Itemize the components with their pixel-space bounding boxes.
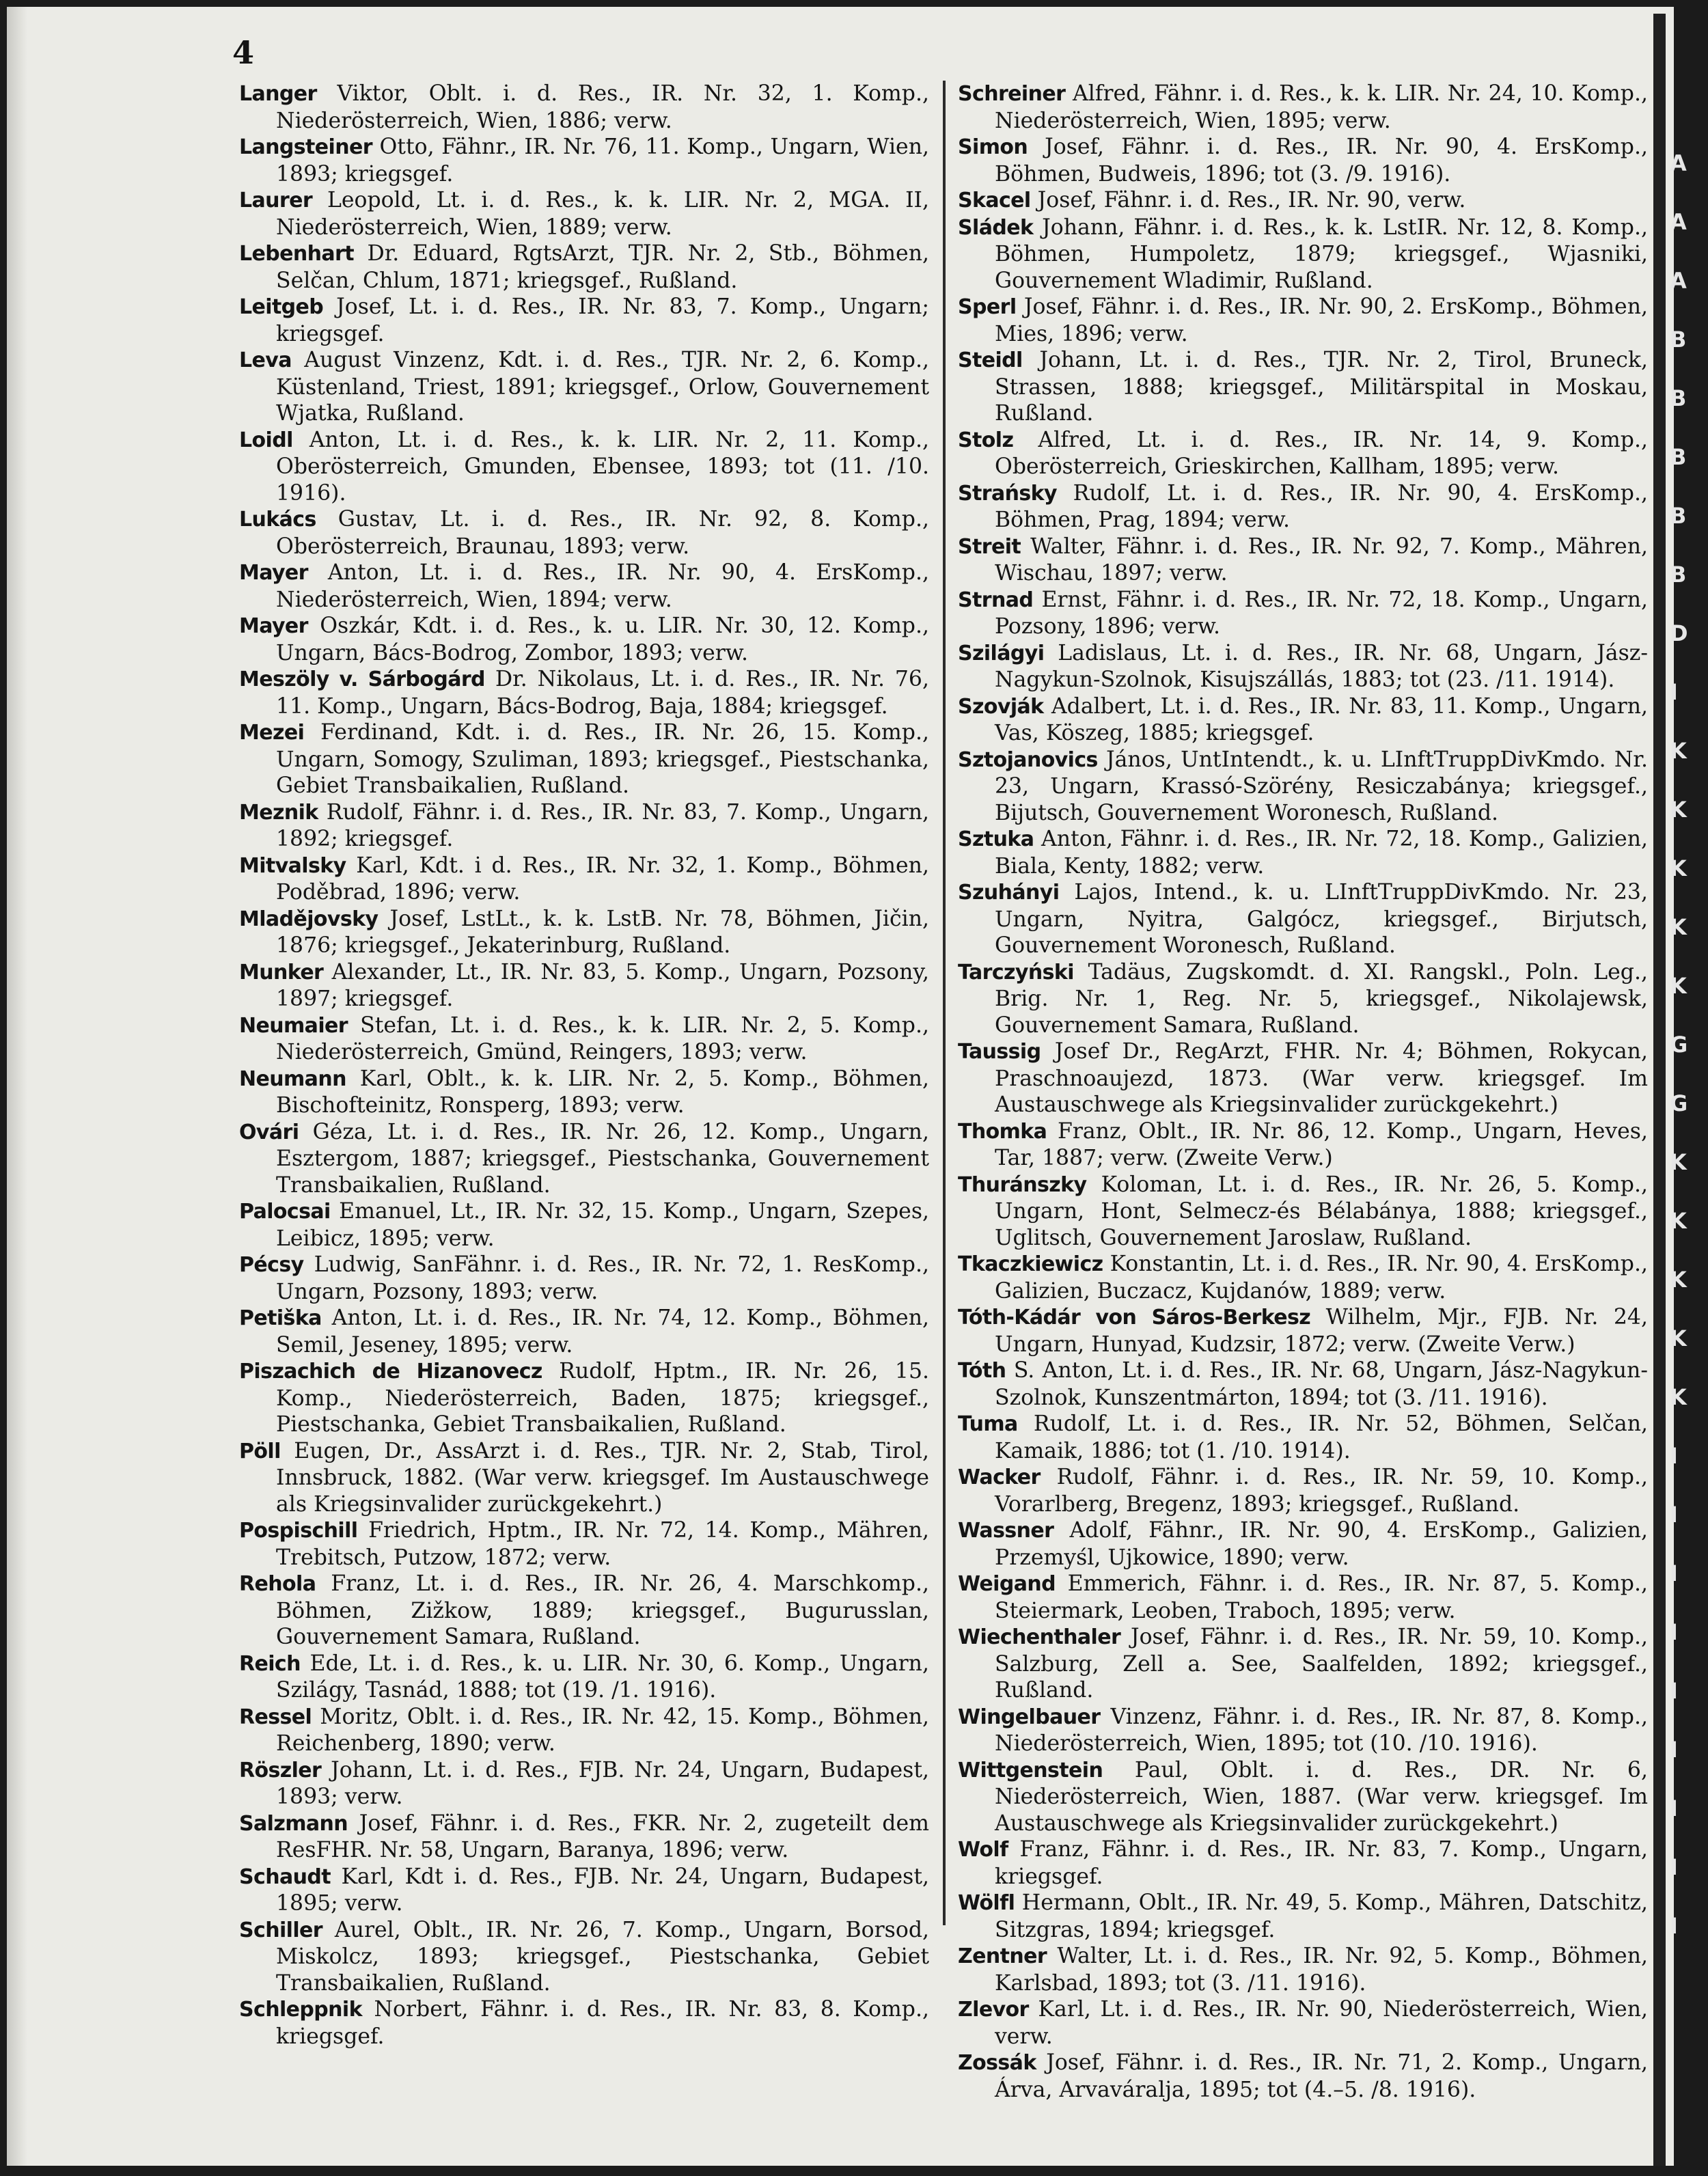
entry-surname: Neumann: [239, 1066, 346, 1091]
entry-surname: Piszachich de Hizanovecz: [239, 1360, 542, 1383]
entry-surname: Tóth-Kádár von Sáros-Berkesz: [958, 1306, 1311, 1330]
entry-surname: Ovári: [239, 1120, 299, 1144]
entry-details: Alexander, Lt., IR. Nr. 83, 5. Komp., Ungarn, Pozsony, 1897; kriegsgef.: [276, 959, 929, 1011]
entry-details: Johann, Lt. i. d. Res., FJB. Nr. 24, Ungarn, Budapest, 1893; verw.: [276, 1757, 929, 1809]
entry-details: Ferdinand, Kdt. i. d. Res., IR. Nr. 26, 15. Komp., Ungarn, Somogy, Szuliman, 1893; kriegsgef., Piestschanka, Gebiet Transbaikalien, Rußland.: [276, 720, 929, 798]
edge-letter: B: [1670, 503, 1687, 529]
entry-surname: Wacker: [958, 1465, 1041, 1489]
entry-details: Leopold, Lt. i. d. Res., k. k. LIR. Nr. 2, MGA. II, Niederösterreich, Wien, 1889; verw.: [276, 188, 929, 240]
entry-surname: Petiška: [239, 1306, 322, 1330]
entry-surname: Mayer: [239, 614, 308, 638]
register-entry: [239, 1571, 929, 1651]
register-entry: [239, 1704, 929, 1757]
entry-details: Alfred, Fähnr. i. d. Res., k. k. LIR. Nr. 24, 10. Komp., Niederösterreich, Wien, 1895; verw.: [995, 81, 1648, 133]
entry-surname: Meszöly v. Sárbogárd: [239, 667, 485, 691]
register-entry: [958, 1836, 1648, 1890]
entry-surname: Weigand: [958, 1572, 1056, 1596]
edge-letter: K: [1670, 855, 1687, 881]
register-entry: [958, 187, 1648, 215]
entry-surname: Pospischill: [239, 1519, 358, 1543]
entry-details: Adolf, Fähnr., IR. Nr. 90, 4. ErsKomp., Galizien, Przemyśl, Ujkowice, 1890; verw.: [995, 1518, 1648, 1570]
register-entry: [958, 1464, 1648, 1517]
entry-surname: Tóth: [958, 1359, 1006, 1383]
register-entry: [239, 1810, 929, 1864]
register-entry: [239, 1198, 929, 1252]
entry-details: Walter, Lt. i. d. Res., IR. Nr. 92, 5. Komp., Böhmen, Karlsbad, 1893; tot (3. /11. 1916).: [995, 1944, 1648, 1996]
entry-details: Eugen, Dr., AssArzt i. d. Res., TJR. Nr. 2, Stab, Tirol, Innsbruck, 1882. (War verw. kriegsgef. Im Austauschwege als Kriegsinvalider zurückgekehrt.): [276, 1438, 929, 1517]
edge-letter: I: [1670, 1560, 1678, 1586]
entry-surname: Steidl: [958, 348, 1023, 372]
register-entry: [958, 81, 1648, 134]
entry-surname: Mladějovsky: [239, 907, 378, 931]
register-entry: [239, 347, 929, 427]
entry-details: Franz, Oblt., IR. Nr. 86, 12. Komp., Ungarn, Heves, Tar, 1887; verw. (Zweite Verw.): [995, 1118, 1648, 1170]
entry-details: Anton, Lt. i. d. Res., IR. Nr. 90, 4. ErsKomp., Niederösterreich, Wien, 1894; verw.: [276, 560, 929, 612]
register-entry: [958, 2050, 1648, 2103]
entry-surname: Palocsai: [239, 1200, 331, 1224]
entry-details: Rudolf, Lt. i. d. Res., IR. Nr. 52, Böhmen, Selčan, Kamaik, 1886; tot (1. /10. 1914).: [995, 1411, 1648, 1463]
register-entry: [239, 427, 929, 507]
register-entry: [239, 187, 929, 240]
entry-surname: Strnad: [958, 588, 1034, 612]
entry-surname: Wölfl: [958, 1891, 1015, 1915]
entry-surname: Taussig: [958, 1040, 1041, 1064]
entry-surname: Tkaczkiewicz: [958, 1252, 1103, 1276]
edge-letter: K: [1670, 797, 1687, 823]
entry-details: Josef, LstLt., k. k. LstB. Nr. 78, Böhmen, Jičin, 1876; kriegsgef., Jekaterinburg, Rußland.: [276, 906, 929, 958]
entry-details: Johann, Lt. i. d. Res., TJR. Nr. 2, Tirol, Bruneck, Strassen, 1888; kriegsgef., Militärspital in Moskau, Rußland.: [995, 348, 1648, 426]
entry-surname: Thuránszky: [958, 1172, 1087, 1197]
entry-details: Josef Dr., RegArzt, FHR. Nr. 4; Böhmen, Rokycan, Praschnoaujezd, 1873. (War verw. kriegsgef. Im Austauschwege als Kriegsinvalider zurückgekehrt.): [995, 1039, 1648, 1117]
entry-details: Franz, Fähnr. i. d. Res., IR. Nr. 83, 7. Komp., Ungarn, kriegsgef.: [995, 1837, 1648, 1889]
entry-details: Friedrich, Hptm., IR. Nr. 72, 14. Komp., Mähren, Trebitsch, Putzow, 1872; verw.: [276, 1518, 929, 1570]
entry-surname: Thomka: [958, 1119, 1047, 1144]
edge-letter: I: [1670, 1854, 1678, 1880]
entry-surname: Mayer: [239, 561, 308, 585]
edge-letter: I: [1670, 1678, 1678, 1704]
entry-surname: Pöll: [239, 1439, 281, 1463]
entry-details: Konstantin, Lt. i. d. Res., IR. Nr. 90, 4. ErsKomp., Galizien, Buczacz, Kujdanów, 1889; verw.: [995, 1252, 1648, 1304]
entry-details: Rudolf, Fähnr. i. d. Res., IR. Nr. 59, 10. Komp., Vorarlberg, Bregenz, 1893; kriegsgef., Rußland.: [995, 1465, 1648, 1517]
edge-letter: G: [1670, 1032, 1688, 1058]
entry-surname: Zossák: [958, 2051, 1036, 2075]
edge-letter: I: [1670, 1913, 1678, 1939]
register-entry: [958, 294, 1648, 347]
entry-details: Josef, Fähnr. i. d. Res., IR. Nr. 71, 2. Komp., Ungarn, Árva, Arvaváralja, 1895; tot (4.–5. /8. 1916).: [995, 2050, 1648, 2102]
entry-details: Stefan, Lt. i. d. Res., k. k. LIR. Nr. 2, 5. Komp., Niederösterreich, Gmünd, Reingers, 1893; verw.: [276, 1013, 929, 1064]
register-entry: [958, 1411, 1648, 1464]
register-entry: [958, 587, 1648, 640]
entry-surname: Langsteiner: [239, 135, 372, 159]
edge-letter: I: [1670, 679, 1678, 705]
register-entry: [239, 1757, 929, 1810]
entry-surname: Munker: [239, 960, 324, 984]
register-entry: [958, 1304, 1648, 1358]
register-entry: [958, 1757, 1648, 1837]
register-entry: [239, 240, 929, 294]
edge-letter: K: [1670, 973, 1687, 999]
entry-details: Otto, Fähnr., IR. Nr. 76, 11. Komp., Ungarn, Wien, 1893; kriegsgef.: [276, 135, 929, 187]
entry-details: Ludwig, SanFähnr. i. d. Res., IR. Nr. 72, 1. ResKomp., Ungarn, Pozsony, 1893; verw.: [276, 1252, 929, 1304]
entry-surname: Loidl: [239, 428, 293, 452]
entry-surname: Wittgenstein: [958, 1758, 1103, 1782]
entry-details: August Vinzenz, Kdt. i. d. Res., TJR. Nr. 2, 6. Komp., Küstenland, Triest, 1891; kriegsgef., Orlow, Gouvernement Wjatka, Rußland.: [276, 348, 929, 426]
entry-details: S. Anton, Lt. i. d. Res., IR. Nr. 68, Ungarn, Jász-Nagykun-Szolnok, Kunszentmárton, 1894; tot (3. /11. 1916).: [995, 1358, 1648, 1410]
edge-letter: I: [1670, 1619, 1678, 1645]
register-entry: [958, 1890, 1648, 1943]
register-entry: [958, 1996, 1648, 2050]
edge-letter: I: [1670, 1502, 1678, 1528]
entry-surname: Szuhányi: [958, 881, 1060, 905]
register-entry: [958, 1517, 1648, 1571]
edge-letter: K: [1670, 1267, 1687, 1293]
edge-letter: G: [1670, 1090, 1688, 1116]
entry-surname: Mezei: [239, 721, 305, 745]
entry-details: Rudolf, Fähnr. i. d. Res., IR. Nr. 83, 7. Komp., Ungarn, 1892; kriegsgef.: [276, 799, 929, 851]
entry-surname: Mitvalsky: [239, 853, 346, 878]
entry-surname: Simon: [958, 135, 1028, 159]
register-entry: [239, 613, 929, 666]
register-entry: [958, 134, 1648, 187]
right-column: [958, 81, 1648, 2103]
entry-surname: Neumaier: [239, 1013, 348, 1038]
register-entry: [958, 1118, 1648, 1172]
edge-letter: I: [1670, 1795, 1678, 1821]
entry-surname: Wassner: [958, 1519, 1054, 1543]
entry-details: Géza, Lt. i. d. Res., IR. Nr. 26, 12. Komp., Ungarn, Esztergom, 1887; kriegsgef., Piestschanka, Gouvernement Transbaikalien, Rußland.: [276, 1119, 929, 1198]
register-entry: [958, 1038, 1648, 1118]
entry-details: Walter, Fähnr. i. d. Res., IR. Nr. 92, 7. Komp., Mähren, Wischau, 1897; verw.: [995, 534, 1648, 586]
entry-surname: Zlevor: [958, 1998, 1029, 2022]
entry-surname: Meznik: [239, 800, 318, 825]
entry-surname: Sládek: [958, 215, 1034, 240]
register-entry: [958, 1251, 1648, 1304]
entry-details: Karl, Kdt. i d. Res., IR. Nr. 32, 1. Komp., Böhmen, Poděbrad, 1896; verw.: [276, 853, 929, 905]
entry-surname: Lukács: [239, 508, 316, 532]
entry-details: Rudolf, Hptm., IR. Nr. 26, 15. Komp., Niederösterreich, Baden, 1875; kriegsgef., Piestschanka, Gebiet Transbaikalien, Rußland.: [276, 1359, 929, 1437]
entry-details: Anton, Lt. i. d. Res., k. k. LIR. Nr. 2, 11. Komp., Oberösterreich, Gmunden, Ebensee, 1893; tot (11. /10. 1916).: [276, 427, 929, 506]
left-column: [239, 81, 929, 2050]
entry-details: Ladislaus, Lt. i. d. Res., IR. Nr. 68, Ungarn, Jász-Nagykun-Szolnok, Kisujszállás, 1883; tot (23. /11. 1914).: [995, 640, 1648, 692]
entry-surname: Tarczyński: [958, 960, 1074, 984]
register-entry: [239, 666, 929, 719]
entry-details: Norbert, Fähnr. i. d. Res., IR. Nr. 83, 8. Komp., kriegsgef.: [276, 1997, 929, 2049]
adjacent-page-edge-letters: [1670, 150, 1708, 1972]
register-entry: [958, 879, 1648, 959]
entry-surname: Zentner: [958, 1944, 1047, 1968]
register-entry: [958, 747, 1648, 827]
edge-letter: K: [1670, 1149, 1687, 1175]
register-entry: [239, 959, 929, 1013]
entry-surname: Stolz: [958, 428, 1014, 452]
entry-details: Anton, Fähnr. i. d. Res., IR. Nr. 72, 18. Komp., Galizien, Biala, Kenty, 1882; verw.: [995, 827, 1648, 879]
register-entry: [239, 799, 929, 853]
entry-details: Josef, Fähnr. i. d. Res., IR. Nr. 90, 4. ErsKomp., Böhmen, Budweis, 1896; tot (3. /9. 1916).: [995, 135, 1648, 187]
edge-letter: B: [1670, 327, 1687, 353]
entry-surname: Lebenhart: [239, 242, 354, 266]
register-entry: [239, 134, 929, 187]
scan-edge-shadow: [7, 7, 27, 2166]
entry-details: Emanuel, Lt., IR. Nr. 32, 15. Komp., Ungarn, Szepes, Leibicz, 1895; verw.: [276, 1199, 929, 1251]
register-entry: [239, 1119, 929, 1199]
entry-surname: Schiller: [239, 1918, 322, 1942]
entry-details: János, UntIntendt., k. u. LInftTruppDivKmdo. Nr. 23, Ungarn, Krassó-Szörény, Resiczabánya; kriegsgef., Bijutsch, Gouvernement Woronesch, Rußland.: [995, 747, 1648, 825]
entry-surname: Schleppnik: [239, 1998, 362, 2022]
entry-details: Dr. Eduard, RgtsArzt, TJR. Nr. 2, Stb., Böhmen, Selčan, Chlum, 1871; kriegsgef., Rußland.: [276, 241, 929, 293]
register-entry: [239, 506, 929, 560]
edge-letter: B: [1670, 562, 1687, 588]
entry-details: Karl, Kdt i. d. Res., FJB. Nr. 24, Ungarn, Budapest, 1895; verw.: [276, 1864, 929, 1916]
entry-details: Ernst, Fähnr. i. d. Res., IR. Nr. 72, 18. Komp., Ungarn, Pozsony, 1896; verw.: [995, 587, 1648, 639]
entry-surname: Sperl: [958, 295, 1017, 319]
register-entry: [958, 1624, 1648, 1704]
register-entry: [958, 427, 1648, 480]
entry-surname: Röszler: [239, 1758, 322, 1782]
register-entry: [239, 1651, 929, 1704]
entry-surname: Laurer: [239, 189, 313, 212]
register-entry: [239, 1358, 929, 1438]
register-entry: [958, 640, 1648, 693]
entry-surname: Reich: [239, 1651, 301, 1676]
entry-surname: Sztojanovics: [958, 747, 1098, 772]
edge-letter: K: [1670, 914, 1687, 940]
entry-surname: Leva: [239, 348, 292, 372]
entry-details: Koloman, Lt. i. d. Res., IR. Nr. 26, 5. Komp., Ungarn, Hont, Selmecz-és Bélabánya, 1888; kriegsgef., Uglitsch, Gouvernement Jaroslaw, Rußland.: [995, 1172, 1648, 1250]
entry-details: Emmerich, Fähnr. i. d. Res., IR. Nr. 87, 5. Komp., Steiermark, Leoben, Traboch, 1895; verw.: [995, 1571, 1648, 1623]
entry-surname: Ressel: [239, 1705, 312, 1729]
entry-details: Paul, Oblt. i. d. Res., DR. Nr. 6, Niederösterreich, Wien, 1887. (War verw. kriegsgef. Im Austauschwege als Kriegsinvalider zurückgekehrt.): [995, 1757, 1648, 1836]
register-entry: [239, 1013, 929, 1066]
entry-surname: Wolf: [958, 1838, 1008, 1862]
register-entry: [958, 215, 1648, 294]
page-number: 4: [232, 34, 255, 71]
register-entry: [239, 294, 929, 347]
entry-surname: Wiechenthaler: [958, 1625, 1121, 1649]
entry-surname: Schaudt: [239, 1864, 331, 1889]
entry-details: Wilhelm, Mjr., FJB. Nr. 24, Ungarn, Hunyad, Kudzsir, 1872; verw. (Zweite Verw.): [995, 1305, 1648, 1357]
entry-surname: Salzmann: [239, 1811, 348, 1836]
edge-letter: A: [1670, 268, 1687, 294]
entry-details: Josef, Fähnr. i. d. Res., IR. Nr. 90, 2. ErsKomp., Böhmen, Mies, 1896; verw.: [995, 294, 1648, 346]
register-entry: [958, 534, 1648, 587]
edge-letter: K: [1670, 1208, 1687, 1234]
entry-surname: Szovják: [958, 694, 1044, 719]
entry-details: Aurel, Oblt., IR. Nr. 26, 7. Komp., Ungarn, Borsod, Miskolcz, 1893; kriegsgef., Piestschanka, Gebiet Transbaikalien, Rußland.: [276, 1917, 929, 1996]
register-entry: [239, 1917, 929, 1997]
entry-details: Adalbert, Lt. i. d. Res., IR. Nr. 83, 11. Komp., Ungarn, Vas, Köszeg, 1885; kriegsgef.: [995, 693, 1648, 745]
register-entry: [239, 719, 929, 799]
entry-details: Ede, Lt. i. d. Res., k. u. LIR. Nr. 30, 6. Komp., Ungarn, Szilágy, Tasnád, 1888; tot (19. /1. 1916).: [276, 1651, 929, 1703]
register-entry: [239, 906, 929, 959]
entry-surname: Sztuka: [958, 827, 1034, 851]
entry-details: Josef, Fähnr. i. d. Res., IR. Nr. 59, 10. Komp., Salzburg, Zell a. See, Saalfelden, 1892; kriegsgef., Rußland.: [995, 1625, 1648, 1703]
edge-letter: I: [1670, 1443, 1678, 1469]
entry-details: Karl, Oblt., k. k. LIR. Nr. 2, 5. Komp., Böhmen, Bischofteinitz, Ronsperg, 1893; verw.: [276, 1066, 929, 1118]
register-entry: [239, 853, 929, 906]
entry-details: Vinzenz, Fähnr. i. d. Res., IR. Nr. 87, 8. Komp., Niederösterreich, Wien, 1895; tot (10. /10. 1916).: [995, 1704, 1648, 1756]
entry-details: Oszkár, Kdt. i. d. Res., k. u. LIR. Nr. 30, 12. Komp., Ungarn, Bács-Bodrog, Zombor, 1893; verw.: [276, 614, 929, 665]
register-entry: [958, 959, 1648, 1039]
entry-surname: Rehola: [239, 1572, 316, 1596]
entry-details: Josef, Lt. i. d. Res., IR. Nr. 83, 7. Komp., Ungarn; kriegsgef.: [276, 294, 929, 346]
edge-letter: B: [1670, 444, 1687, 470]
entry-details: Karl, Lt. i. d. Res., IR. Nr. 90, Niederösterreich, Wien, verw.: [995, 1997, 1648, 2049]
binding-edge: [1653, 14, 1666, 2166]
entry-surname: Strańsky: [958, 481, 1057, 506]
entry-details: Hermann, Oblt., IR. Nr. 49, 5. Komp., Mähren, Datschitz, Sitzgras, 1894; kriegsgef.: [995, 1890, 1648, 1942]
entry-details: Rudolf, Lt. i. d. Res., IR. Nr. 90, 4. ErsKomp., Böhmen, Prag, 1894; verw.: [995, 480, 1648, 532]
column-divider: [943, 81, 946, 1925]
document-page: [7, 7, 1674, 2166]
entry-surname: Leitgeb: [239, 295, 324, 319]
register-entry: [239, 1864, 929, 1917]
entry-surname: Schreiner: [958, 82, 1066, 106]
entry-surname: Streit: [958, 534, 1021, 559]
entry-surname: Pécsy: [239, 1253, 304, 1277]
entry-details: Josef, Fähnr. i. d. Res., IR. Nr. 90, verw.: [1030, 188, 1466, 212]
register-entry: [239, 560, 929, 613]
register-entry: [239, 1996, 929, 2050]
register-entry: [239, 1066, 929, 1119]
edge-letter: D: [1670, 620, 1688, 646]
entry-surname: Szilágyi: [958, 641, 1045, 665]
entry-details: Viktor, Oblt. i. d. Res., IR. Nr. 32, 1. Komp., Niederösterreich, Wien, 1886; verw.: [276, 81, 929, 133]
entry-details: Dr. Nikolaus, Lt. i. d. Res., IR. Nr. 76, 11. Komp., Ungarn, Bács-Bodrog, Baja, 1884; kriegsgef.: [276, 667, 929, 719]
edge-letter: A: [1670, 150, 1687, 176]
register-entry: [958, 1172, 1648, 1252]
register-entry: [958, 1571, 1648, 1624]
entry-details: Johann, Fähnr. i. d. Res., k. k. LstIR. Nr. 12, 8. Komp., Böhmen, Humpoletz, 1879; kriegsgef., Wjasniki, Gouvernement Wladimir, Rußland.: [995, 215, 1648, 293]
entry-details: Alfred, Lt. i. d. Res., IR. Nr. 14, 9. Komp., Oberösterreich, Grieskirchen, Kallham, 1895; verw.: [995, 427, 1648, 479]
edge-letter: B: [1670, 385, 1687, 411]
entry-details: Tadäus, Zugskomdt. d. XI. Rangskl., Poln. Leg., Brig. Nr. 1, Reg. Nr. 5, kriegsgef., Nikolajewsk, Gouvernement Samara, Rußland.: [995, 959, 1648, 1038]
register-entry: [239, 81, 929, 134]
edge-letter: K: [1670, 738, 1687, 764]
entry-details: Moritz, Oblt. i. d. Res., IR. Nr. 42, 15. Komp., Böhmen, Reichenberg, 1890; verw.: [276, 1704, 929, 1756]
edge-letter: K: [1670, 1384, 1687, 1410]
register-entry: [958, 1943, 1648, 1996]
register-entry: [239, 1438, 929, 1518]
register-entry: [958, 1704, 1648, 1757]
register-entry: [239, 1517, 929, 1571]
register-entry: [239, 1305, 929, 1358]
register-entry: [958, 1358, 1648, 1411]
entry-details: Josef, Fähnr. i. d. Res., FKR. Nr. 2, zugeteilt dem ResFHR. Nr. 58, Ungarn, Baranya, 1896; verw.: [276, 1810, 929, 1862]
edge-letter: A: [1670, 209, 1687, 235]
entry-surname: Langer: [239, 82, 317, 106]
entry-details: Anton, Lt. i. d. Res., IR. Nr. 74, 12. Komp., Böhmen, Semil, Jeseney, 1895; verw.: [276, 1306, 929, 1358]
register-entry: [958, 480, 1648, 534]
register-entry: [239, 1252, 929, 1305]
register-entry: [958, 826, 1648, 879]
edge-letter: I: [1670, 1737, 1678, 1763]
entry-details: Lajos, Intend., k. u. LInftTruppDivKmdo. Nr. 23, Ungarn, Nyitra, Galgócz, kriegsgef., Birjutsch, Gouvernement Woronesch, Rußland.: [995, 880, 1648, 958]
register-entry: [958, 347, 1648, 427]
register-entry: [958, 693, 1648, 747]
entry-details: Gustav, Lt. i. d. Res., IR. Nr. 92, 8. Komp., Oberösterreich, Braunau, 1893; verw.: [276, 507, 929, 559]
entry-details: Franz, Lt. i. d. Res., IR. Nr. 26, 4. Marschkomp., Böhmen, Zižkow, 1889; kriegsgef., Bugurusslan, Gouvernement Samara, Rußland.: [276, 1571, 929, 1649]
edge-letter: K: [1670, 1325, 1687, 1351]
entry-surname: Wingelbauer: [958, 1705, 1101, 1729]
entry-surname: Tuma: [958, 1412, 1018, 1436]
entry-surname: Skacel: [958, 189, 1031, 212]
